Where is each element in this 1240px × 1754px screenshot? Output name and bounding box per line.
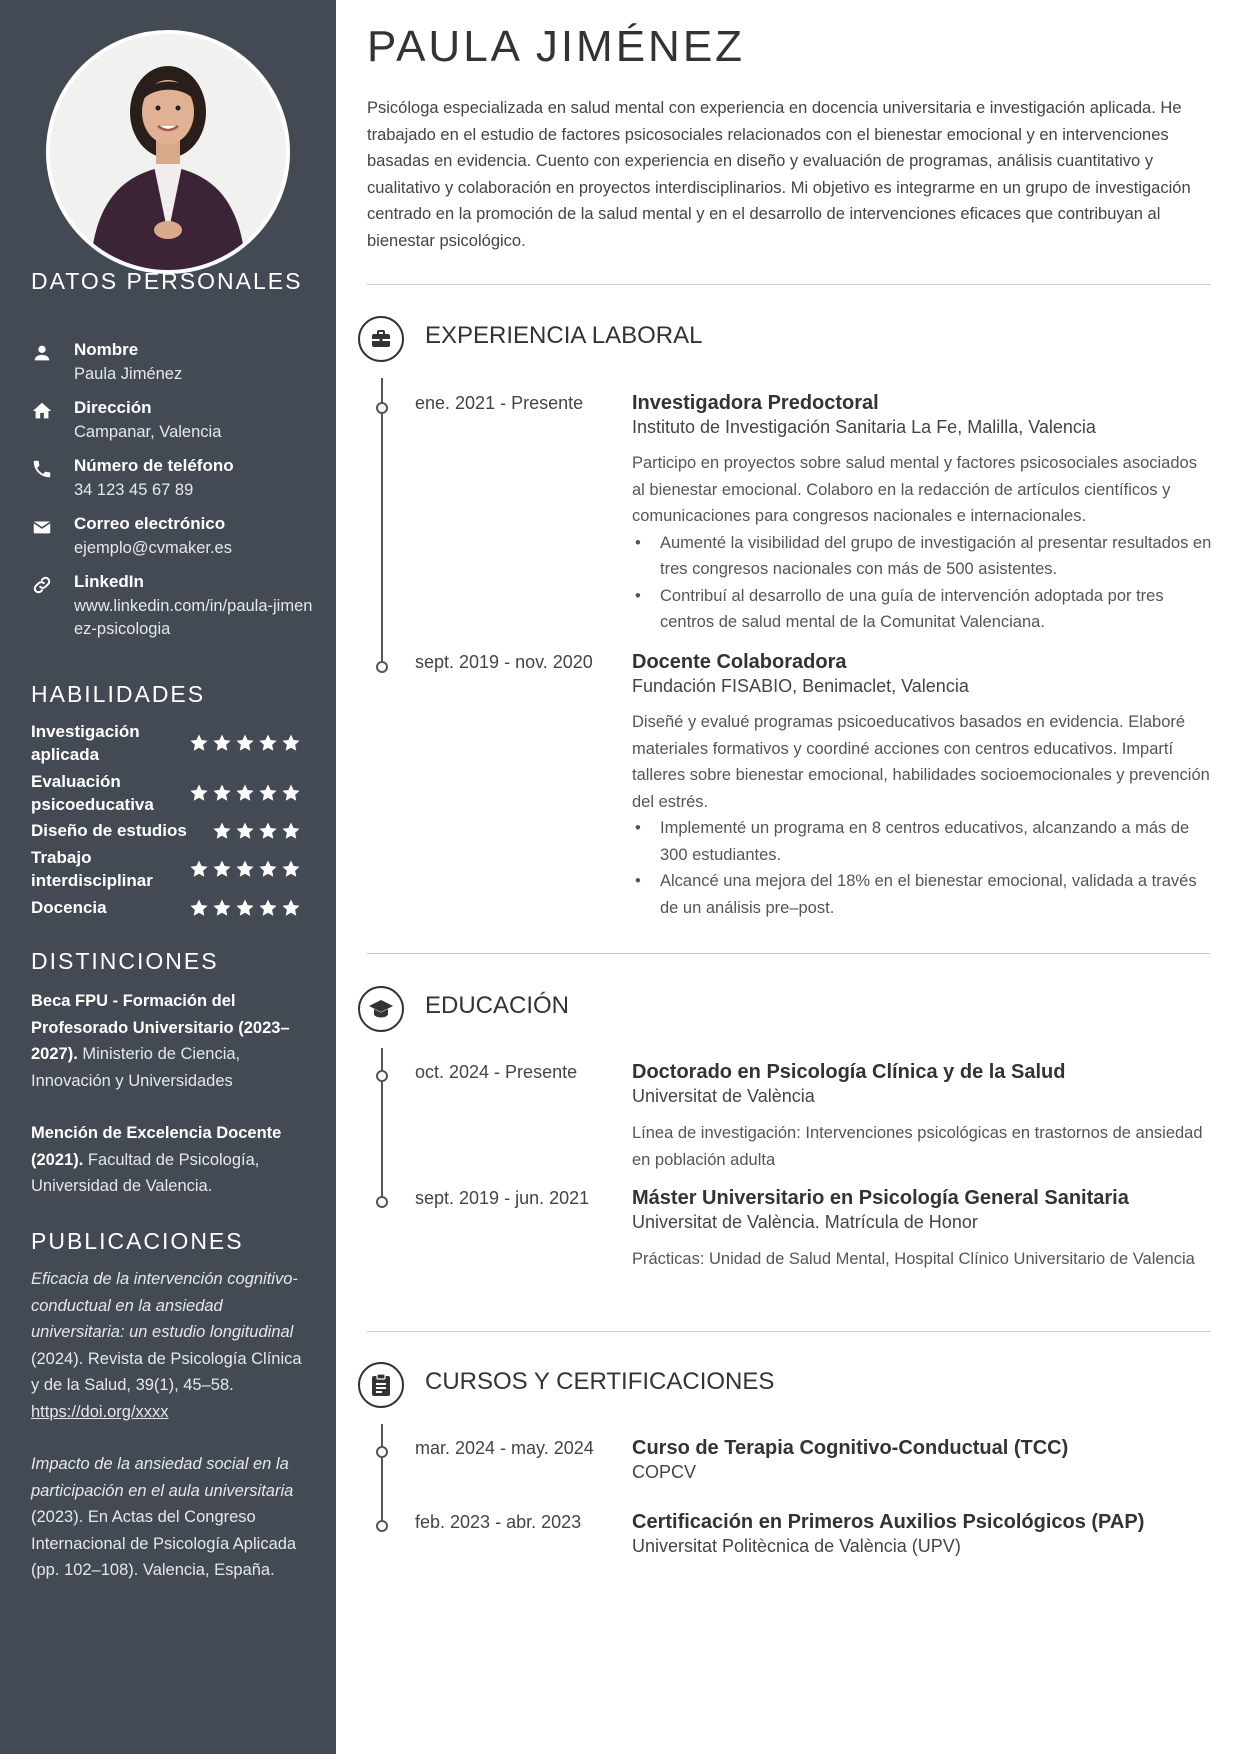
personal-value: 34 123 45 67 89 bbox=[74, 481, 194, 499]
publication-title: Impacto de la ansiedad social en la participación en el aula universitaria bbox=[31, 1455, 294, 1500]
entry-date: mar. 2024 - may. 2024 bbox=[415, 1438, 594, 1458]
entry-organization: Universitat Politècnica de València (UPV) bbox=[632, 1536, 961, 1556]
distinction-title: Mención de Excelencia Docente (2021). bbox=[31, 1124, 282, 1169]
publication-item bbox=[31, 1451, 303, 1584]
distinction-item bbox=[31, 988, 301, 1094]
distinctions-heading: DISTINCIONES bbox=[31, 948, 219, 974]
entry-description-text: Participo en proyectos sobre salud mental y factores psicosociales asociados al bienestar emocional. Colaboro en la redacción de artículos científicos y comunicaciones para congresos nacionales e internacionales. bbox=[632, 454, 1197, 525]
star-icon bbox=[281, 898, 301, 918]
entry-organization: Universitat de València bbox=[632, 1086, 815, 1106]
skill-item bbox=[31, 896, 301, 920]
skills-heading: HABILIDADES bbox=[31, 681, 206, 707]
skill-item bbox=[31, 770, 301, 816]
star-icon bbox=[235, 733, 255, 753]
entry-title: Certificación en Primeros Auxilios Psicológicos (PAP) bbox=[632, 1511, 1145, 1533]
publication-title: Eficacia de la intervención cognitivo-conductual en la ansiedad universitaria: un estudio longitudinal bbox=[31, 1270, 298, 1341]
timeline-dot bbox=[376, 1446, 388, 1458]
star-icon bbox=[212, 783, 232, 803]
star-icon bbox=[212, 733, 232, 753]
entry-date: sept. 2019 - jun. 2021 bbox=[415, 1188, 590, 1208]
star-icon bbox=[189, 859, 209, 879]
person-portrait-image bbox=[50, 34, 286, 270]
publication-detail: (2024). Revista de Psicología Clínica y de la Salud, 39(1), 45–58. bbox=[31, 1349, 302, 1394]
star-icon bbox=[189, 783, 209, 803]
skill-rating bbox=[189, 783, 301, 803]
entry-organization: Fundación FISABIO, Benimaclet, Valencia bbox=[632, 676, 969, 696]
timeline-dot bbox=[376, 661, 388, 673]
personal-value: ejemplo@cvmaker.es bbox=[74, 539, 232, 557]
timeline-dot bbox=[376, 1520, 388, 1532]
link-icon bbox=[31, 574, 53, 596]
skill-rating bbox=[189, 733, 301, 753]
skill-name: Diseño de estudios bbox=[31, 821, 187, 840]
entry-description bbox=[632, 709, 1212, 921]
distinction-detail: Facultad de Psicología, Universidad de Valencia. bbox=[31, 1150, 260, 1195]
star-icon bbox=[281, 733, 301, 753]
achievement-item: • Implementé un programa en 8 centros educativos, alcanzando a más de 300 estudiantes. bbox=[632, 815, 1212, 868]
personal-item-email bbox=[31, 514, 311, 564]
star-icon bbox=[258, 733, 278, 753]
personal-value: Campanar, Valencia bbox=[74, 423, 222, 441]
star-icon bbox=[189, 733, 209, 753]
star-icon bbox=[235, 859, 255, 879]
star-icon bbox=[258, 821, 278, 841]
mail-icon bbox=[31, 516, 53, 538]
entry-date: sept. 2019 - nov. 2020 bbox=[415, 652, 593, 672]
education-heading: EDUCACIÓN bbox=[425, 992, 570, 1019]
personal-label: Número de teléfono bbox=[74, 456, 234, 475]
publications-heading: PUBLICACIONES bbox=[31, 1228, 244, 1254]
entry-title: Doctorado en Psicología Clínica y de la Salud bbox=[632, 1061, 1066, 1083]
timeline-dot bbox=[376, 1196, 388, 1208]
personal-item-address bbox=[31, 398, 311, 448]
distinction-item bbox=[31, 1120, 301, 1200]
entry-title: Máster Universitario en Psicología General Sanitaria bbox=[632, 1187, 1129, 1209]
achievement-item: • Aumenté la visibilidad del grupo de investigación al presentar resultados en tres congresos nacionales con más de 500 asistentes. bbox=[632, 530, 1212, 583]
personal-label: Dirección bbox=[74, 398, 152, 417]
entry-title: Curso de Terapia Cognitivo-Conductual (TCC) bbox=[632, 1437, 1069, 1459]
skill-name: Evaluación psicoeducativa bbox=[31, 772, 154, 814]
graduation-cap-icon bbox=[358, 986, 404, 1032]
distinction-detail: Ministerio de Ciencia, Innovación y Universidades bbox=[31, 1045, 241, 1090]
home-icon bbox=[31, 400, 53, 422]
personal-item-name bbox=[31, 340, 311, 390]
achievement-list bbox=[632, 530, 1212, 636]
personal-value: Paula Jiménez bbox=[74, 365, 183, 383]
skill-item bbox=[31, 846, 301, 892]
entry-title: Docente Colaboradora bbox=[632, 651, 847, 673]
clipboard-icon bbox=[358, 1362, 404, 1408]
divider bbox=[367, 284, 1210, 285]
publication-item bbox=[31, 1266, 303, 1425]
experience-heading: EXPERIENCIA LABORAL bbox=[425, 322, 703, 349]
entry-organization: Universitat de València. Matrícula de Honor bbox=[632, 1212, 978, 1232]
entry-description bbox=[632, 450, 1212, 636]
skill-name: Trabajo interdisciplinar bbox=[31, 848, 153, 890]
achievement-item: • Contribuí al desarrollo de una guía de intervención adoptada por tres centros de salud mental de la Comunitat Valenciana. bbox=[632, 583, 1212, 636]
entry-date: oct. 2024 - Presente bbox=[415, 1062, 578, 1082]
entry-description: Prácticas: Unidad de Salud Mental, Hospital Clínico Universitario de Valencia bbox=[632, 1250, 1195, 1268]
skill-item bbox=[31, 720, 301, 766]
distinction-title: Beca FPU - Formación del Profesorado Universitario (2023–2027). bbox=[31, 992, 290, 1063]
personal-label: LinkedIn bbox=[74, 572, 144, 591]
star-icon bbox=[281, 821, 301, 841]
skill-rating bbox=[189, 898, 301, 918]
star-icon bbox=[258, 859, 278, 879]
personal-value: www.linkedin.com/in/paula-jimenez-psicologia bbox=[74, 597, 313, 638]
publication-doi-link[interactable]: https://doi.org/xxxx bbox=[31, 1402, 169, 1421]
star-icon bbox=[281, 783, 301, 803]
star-icon bbox=[281, 859, 301, 879]
star-icon bbox=[212, 859, 232, 879]
courses-heading: CURSOS Y CERTIFICACIONES bbox=[425, 1368, 775, 1395]
personal-data-heading: DATOS PERSONALES bbox=[31, 268, 303, 294]
personal-label: Nombre bbox=[74, 340, 139, 359]
entry-organization: COPCV bbox=[632, 1462, 697, 1482]
achievement-list bbox=[632, 815, 1212, 921]
entry-date: ene. 2021 - Presente bbox=[415, 393, 584, 413]
publication-detail: (2023). En Actas del Congreso Internacional de Psicología Aplicada (pp. 102–108). Valencia, España. bbox=[31, 1508, 297, 1579]
entry-title: Investigadora Predoctoral bbox=[632, 392, 879, 414]
personal-item-phone bbox=[31, 456, 311, 506]
entry-date: feb. 2023 - abr. 2023 bbox=[415, 1512, 582, 1532]
page-title: PAULA JIMÉNEZ bbox=[367, 22, 746, 71]
personal-item-linkedin bbox=[31, 572, 311, 647]
timeline-line bbox=[381, 1424, 383, 1530]
briefcase-icon bbox=[358, 316, 404, 362]
star-icon bbox=[212, 898, 232, 918]
skill-item bbox=[31, 819, 301, 843]
skill-rating bbox=[212, 821, 301, 841]
timeline-dot bbox=[376, 402, 388, 414]
profile-photo bbox=[46, 30, 290, 274]
profile-summary: Psicóloga especializada en salud mental con experiencia en docencia universitaria e investigación aplicada. He trabajado en el estudio de factores psicosociales relacionados con el bienestar emocional y en intervenciones basadas en evidencia. Cuento con experiencia en diseño y evaluación de programas, análisis cuantitativo y cualitativo y colaboración en proyectos interdisciplinarios. Mi objetivo es integrarme en un grupo de investigación centrado en la promoción de la salud mental y en el desarrollo de intervenciones eficaces que contribuyan al bienestar psicológico. bbox=[367, 99, 1191, 250]
star-icon bbox=[258, 783, 278, 803]
skill-rating bbox=[189, 859, 301, 879]
star-icon bbox=[235, 821, 255, 841]
timeline-line bbox=[381, 378, 383, 668]
phone-icon bbox=[31, 458, 53, 480]
entry-description-text: Diseñé y evalué programas psicoeducativos basados en evidencia. Elaboré materiales formativos y coordiné acciones con centros educativos. Impartí talleres sobre bienestar emocional, habilidades socioemocionales y prevención del estrés. bbox=[632, 713, 1210, 811]
star-icon bbox=[258, 898, 278, 918]
skill-name: Investigación aplicada bbox=[31, 722, 140, 764]
star-icon bbox=[189, 898, 209, 918]
timeline-dot bbox=[376, 1070, 388, 1082]
entry-description: Línea de investigación: Intervenciones psicológicas en trastornos de ansiedad en población adulta bbox=[632, 1124, 1203, 1169]
star-icon bbox=[212, 821, 232, 841]
entry-organization: Instituto de Investigación Sanitaria La Fe, Malilla, Valencia bbox=[632, 417, 1096, 437]
divider bbox=[367, 953, 1210, 954]
skill-name: Docencia bbox=[31, 898, 107, 917]
sidebar bbox=[0, 0, 336, 1754]
divider bbox=[367, 1331, 1210, 1332]
star-icon bbox=[235, 783, 255, 803]
achievement-item: • Alcancé una mejora del 18% en el bienestar emocional, validada a través de un análisis pre–post. bbox=[632, 868, 1212, 921]
personal-label: Correo electrónico bbox=[74, 514, 226, 533]
person-icon bbox=[31, 342, 53, 364]
star-icon bbox=[235, 898, 255, 918]
